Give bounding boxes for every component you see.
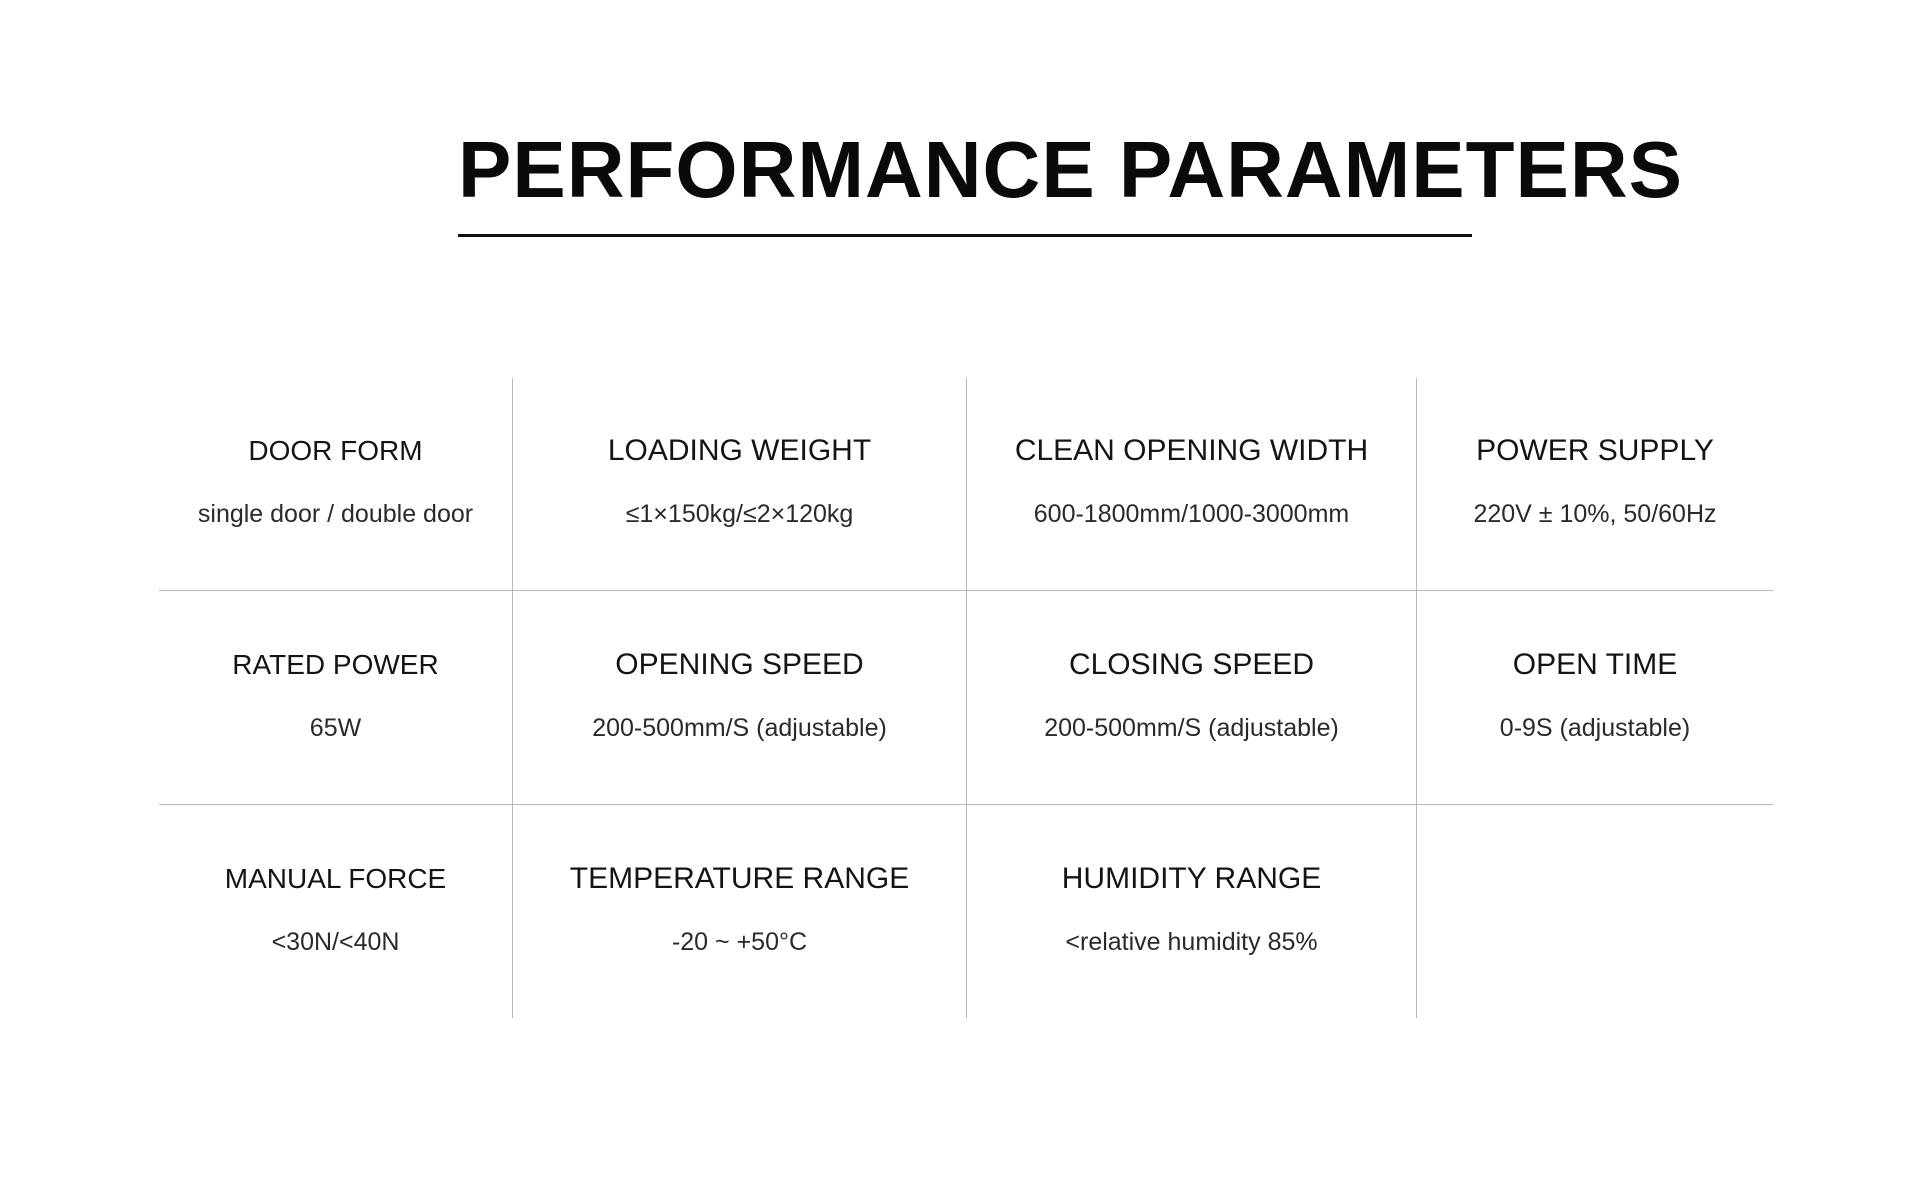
parameter-label: RATED POWER: [232, 648, 439, 680]
parameter-cell-loading-weight: [513, 378, 967, 591]
parameter-cell-closing-speed: [967, 591, 1417, 805]
parameters-table: [159, 378, 1773, 1018]
parameter-cell-opening-speed: [513, 591, 967, 805]
parameter-value: 200-500mm/S (adjustable): [1044, 713, 1339, 742]
parameter-cell-power-supply: [1417, 378, 1773, 591]
parameter-label: OPEN TIME: [1512, 647, 1678, 681]
parameter-label: TEMPERATURE RANGE: [569, 861, 910, 895]
parameter-cell-open-time: [1417, 591, 1773, 805]
parameter-cell-rated-power: [159, 591, 513, 805]
parameter-value: -20 ~ +50°C: [671, 927, 808, 956]
parameter-label: POWER SUPPLY: [1476, 434, 1714, 467]
parameter-cell-door-form: [159, 378, 513, 591]
parameter-cell-manual-force: [159, 805, 513, 1018]
parameter-label: MANUAL FORCE: [224, 862, 447, 894]
parameter-value: 220V ± 10%, 50/60Hz: [1473, 500, 1717, 528]
page-title: PERFORMANCE PARAMETERS: [458, 125, 1684, 214]
parameter-value: 0-9S (adjustable): [1499, 713, 1691, 742]
parameter-label: DOOR FORM: [248, 435, 423, 466]
parameter-label: CLOSING SPEED: [1068, 647, 1315, 681]
title-wrapper: [458, 122, 1684, 218]
parameter-cell-humidity-range: [967, 805, 1417, 1018]
parameter-value: 600-1800mm/1000-3000mm: [1033, 500, 1350, 528]
parameter-value: 65W: [309, 713, 362, 742]
parameter-label: CLEAN OPENING WIDTH: [1014, 434, 1369, 467]
parameter-cell-temperature-range: [513, 805, 967, 1018]
parameter-value: single door / double door: [197, 500, 474, 528]
parameter-cell-empty: [1417, 805, 1773, 1018]
title-underline: [458, 234, 1472, 237]
parameter-cell-clean-opening-width: [967, 378, 1417, 591]
parameter-label: OPENING SPEED: [615, 647, 864, 681]
parameter-value: ≤1×150kg/≤2×120kg: [625, 500, 854, 528]
parameter-label: HUMIDITY RANGE: [1061, 861, 1322, 895]
parameter-value: <30N/<40N: [271, 927, 400, 956]
parameter-value: <relative humidity 85%: [1065, 927, 1318, 956]
parameter-value: 200-500mm/S (adjustable): [592, 713, 887, 742]
parameter-label: LOADING WEIGHT: [607, 434, 872, 467]
